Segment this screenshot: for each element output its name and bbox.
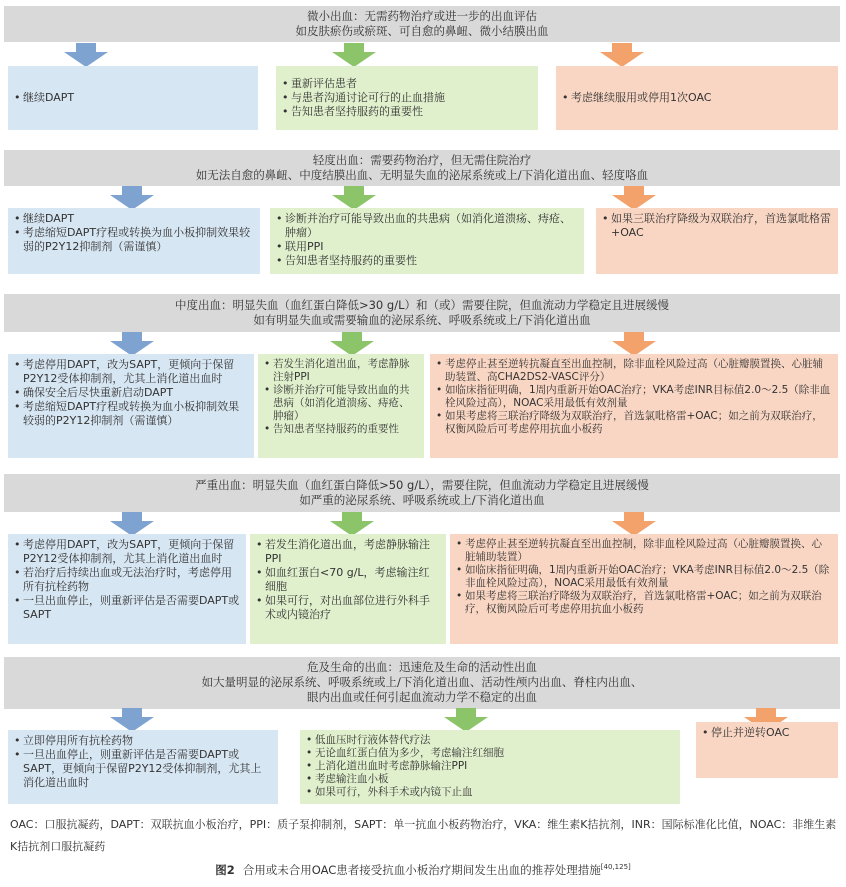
section-1-oac-box [556, 66, 838, 130]
list-item: • 如血红蛋白<70 g/L，考虑输注红细胞 [256, 566, 440, 594]
list-item: • 若发生消化道出血，考虑静脉输注PPI [256, 538, 440, 566]
section-5-header [4, 657, 840, 709]
list-item: • 如果考虑将三联治疗降级为双联治疗，首选氯吡格雷+OAC；如之前为双联治疗，权衡风险后可考虑停用抗血小板药 [456, 590, 832, 616]
arrow-down-icon [110, 512, 154, 536]
header-line: 危及生命的出血：迅速危及生命的活动性出血 [307, 660, 537, 674]
figure-title: 合用或未合用OAC患者接受抗血小板治疗期间发生出血的推荐处理措施 [242, 863, 601, 877]
list-item: • 上消化道出血时考虑静脉输注PPI [306, 760, 674, 773]
section-5-oac-box [696, 722, 838, 778]
list-item: • 考虑缩短DAPT疗程或转换为血小板抑制效果较弱的P2Y12抑制剂（需谨慎） [14, 226, 254, 254]
list-item: • 如果考虑将三联治疗降级为双联治疗，首选氯吡格雷+OAC；如之前为双联治疗，权衡风险后可考虑停用抗血小板药 [436, 410, 832, 436]
arrow-down-icon [332, 186, 376, 210]
list-item: • 无论血红蛋白值为多少，考虑输注红细胞 [306, 747, 674, 760]
list-item: • 考虑停止甚至逆转抗凝直至出血控制，除非血栓风险过高（心脏瓣膜置换、心脏辅助装置、高CHA2DS2-VASC评分） [436, 358, 832, 384]
figure-reference: [40,125] [600, 863, 631, 872]
section-2-header [4, 150, 840, 186]
header-line: 眼内出血或任何引起血流动力学不稳定的出血 [307, 690, 537, 704]
list-item: • 继续DAPT [14, 212, 254, 226]
list-item: • 考虑停止甚至逆转抗凝直至出血控制，除非血栓风险过高（心脏瓣膜置换、心脏辅助装置） [456, 538, 832, 564]
arrow-down-icon [110, 186, 154, 210]
list-item: • 告知患者坚持服药的重要性 [264, 423, 418, 436]
section-5-dapt-box [8, 730, 278, 804]
section-1-dapt-box [8, 66, 258, 130]
list-item: • 告知患者坚持服药的重要性 [276, 254, 578, 268]
list-item: • 如果可行，对出血部位进行外科手术或内镜治疗 [256, 594, 440, 622]
arrow-down-icon [330, 512, 374, 536]
list-item: • 考虑继续服用或停用1次OAC [562, 91, 832, 105]
list-item: • 继续DAPT [14, 91, 252, 105]
section-2-dapt-box [8, 208, 260, 274]
header-line: 如大量明显的泌尿系统、呼吸系统或上/下消化道出血、活动性颅内出血、脊柱内出血、 [201, 675, 643, 689]
list-item: • 考虑输注血小板 [306, 773, 674, 786]
section-1-general-box [276, 66, 538, 130]
section-3-header [4, 294, 840, 332]
header-line: 如皮肤瘀伤或瘀斑、可自愈的鼻衄、微小结膜出血 [295, 24, 549, 38]
list-item: • 告知患者坚持服药的重要性 [282, 105, 532, 119]
arrow-down-icon [612, 332, 656, 356]
list-item: • 停止并逆转OAC [702, 726, 832, 740]
list-item: • 诊断并治疗可能导致出血的共患病（如消化道溃疡、痔疮、肿瘤） [276, 212, 578, 240]
list-item: • 如临床指征明确，1周内重新开始OAC治疗；VKA考虑INR目标值2.0～2.5（除非血栓风险过高），NOAC采用最低有效剂量 [456, 564, 832, 590]
header-line: 如有明显失血或需要输血的泌尿系统、呼吸系统或上/下消化道出血 [253, 313, 591, 327]
header-line: 中度出血：明显失血（血红蛋白降低>30 g/L）和（或）需要住院，但血流动力学稳定且进展缓慢 [174, 298, 669, 312]
header-line: 如严重的泌尿系统、呼吸系统或上/下消化道出血 [299, 493, 545, 507]
header-line: 严重出血：明显失血（血红蛋白降低>50 g/L），需要住院，但血流动力学稳定且进展缓慢 [195, 478, 649, 492]
list-item: • 若治疗后持续出血或无法治疗时，考虑停用所有抗栓药物 [14, 566, 240, 594]
list-item: • 若发生消化道出血，考虑静脉注射PPI [264, 358, 418, 384]
arrow-down-icon [332, 43, 376, 67]
abbreviation-footnote: OAC：口服抗凝药，DAPT：双联抗血小板治疗，PPI：质子泵抑制剂，SAPT：单一抗血小板药物治疗，VKA：维生素K拮抗剂，INR：国际标准化比值，NOAC：非维生素K拮抗剂口服抗凝药 [10, 818, 837, 853]
arrow-down-icon [612, 186, 656, 210]
section-4-dapt-box [8, 534, 246, 644]
section-1-header [4, 6, 840, 42]
list-item: • 考虑停用DAPT，改为SAPT，更倾向于保留P2Y12受体抑制剂，尤其上消化道出血时 [14, 358, 248, 386]
list-item: • 重新评估患者 [282, 77, 532, 91]
header-line: 如无法自愈的鼻衄、中度结膜出血、无明显失血的泌尿系统或上/下消化道出血、轻度咯血 [195, 168, 649, 182]
header-line: 轻度出血：需要药物治疗，但无需住院治疗 [312, 153, 532, 167]
arrow-down-icon [64, 43, 108, 67]
section-3-oac-box [430, 354, 838, 458]
list-item: • 与患者沟通讨论可行的止血措施 [282, 91, 532, 105]
arrow-down-icon [110, 332, 154, 356]
arrow-down-icon [444, 708, 488, 732]
list-item: • 如临床指征明确，1周内重新开始OAC治疗；VKA考虑INR目标值2.0～2.5（除非血栓风险过高），NOAC采用最低有效剂量 [436, 384, 832, 410]
section-2-general-box [270, 208, 584, 274]
list-item: • 联用PPI [276, 240, 578, 254]
list-item: • 如果三联治疗降级为双联治疗，首选氯吡格雷+OAC [602, 212, 832, 240]
list-item: • 诊断并治疗可能导致出血的共患病（如消化道溃疡、痔疮、肿瘤） [264, 384, 418, 423]
list-item: • 一旦出血停止，则重新评估是否需要DAPT或SAPT [14, 594, 240, 622]
arrow-down-icon [612, 512, 656, 536]
section-5-general-box [300, 730, 680, 804]
list-item: • 一旦出血停止，则重新评估是否需要DAPT或SAPT，更倾向于保留P2Y12受体抑制剂，尤其上消化道出血时 [14, 748, 272, 790]
list-item: • 确保安全后尽快重新启动DAPT [14, 386, 248, 400]
section-4-header [4, 474, 840, 512]
section-2-oac-box [596, 208, 838, 274]
list-item: • 低血压时行液体替代疗法 [306, 734, 674, 747]
arrow-down-icon [330, 332, 374, 356]
section-3-general-box [258, 354, 424, 458]
figure-caption [0, 862, 846, 878]
list-item: • 如果可行，外科手术或内镜下止血 [306, 786, 674, 799]
header-line: 微小出血：无需药物治疗或进一步的出血评估 [307, 9, 537, 23]
arrow-down-icon [600, 43, 644, 67]
list-item: • 立即停用所有抗栓药物 [14, 734, 272, 748]
section-4-general-box [250, 534, 446, 644]
list-item: • 考虑缩短DAPT疗程或转换为血小板抑制效果较弱的P2Y12抑制剂（需谨慎） [14, 400, 248, 428]
figure-label: 图2 [215, 863, 235, 877]
section-3-dapt-box [8, 354, 254, 458]
arrow-down-icon [110, 708, 154, 732]
section-4-oac-box [450, 534, 838, 644]
list-item: • 考虑停用DAPT，改为SAPT，更倾向于保留P2Y12受体抑制剂，尤其上消化道出血时 [14, 538, 240, 566]
